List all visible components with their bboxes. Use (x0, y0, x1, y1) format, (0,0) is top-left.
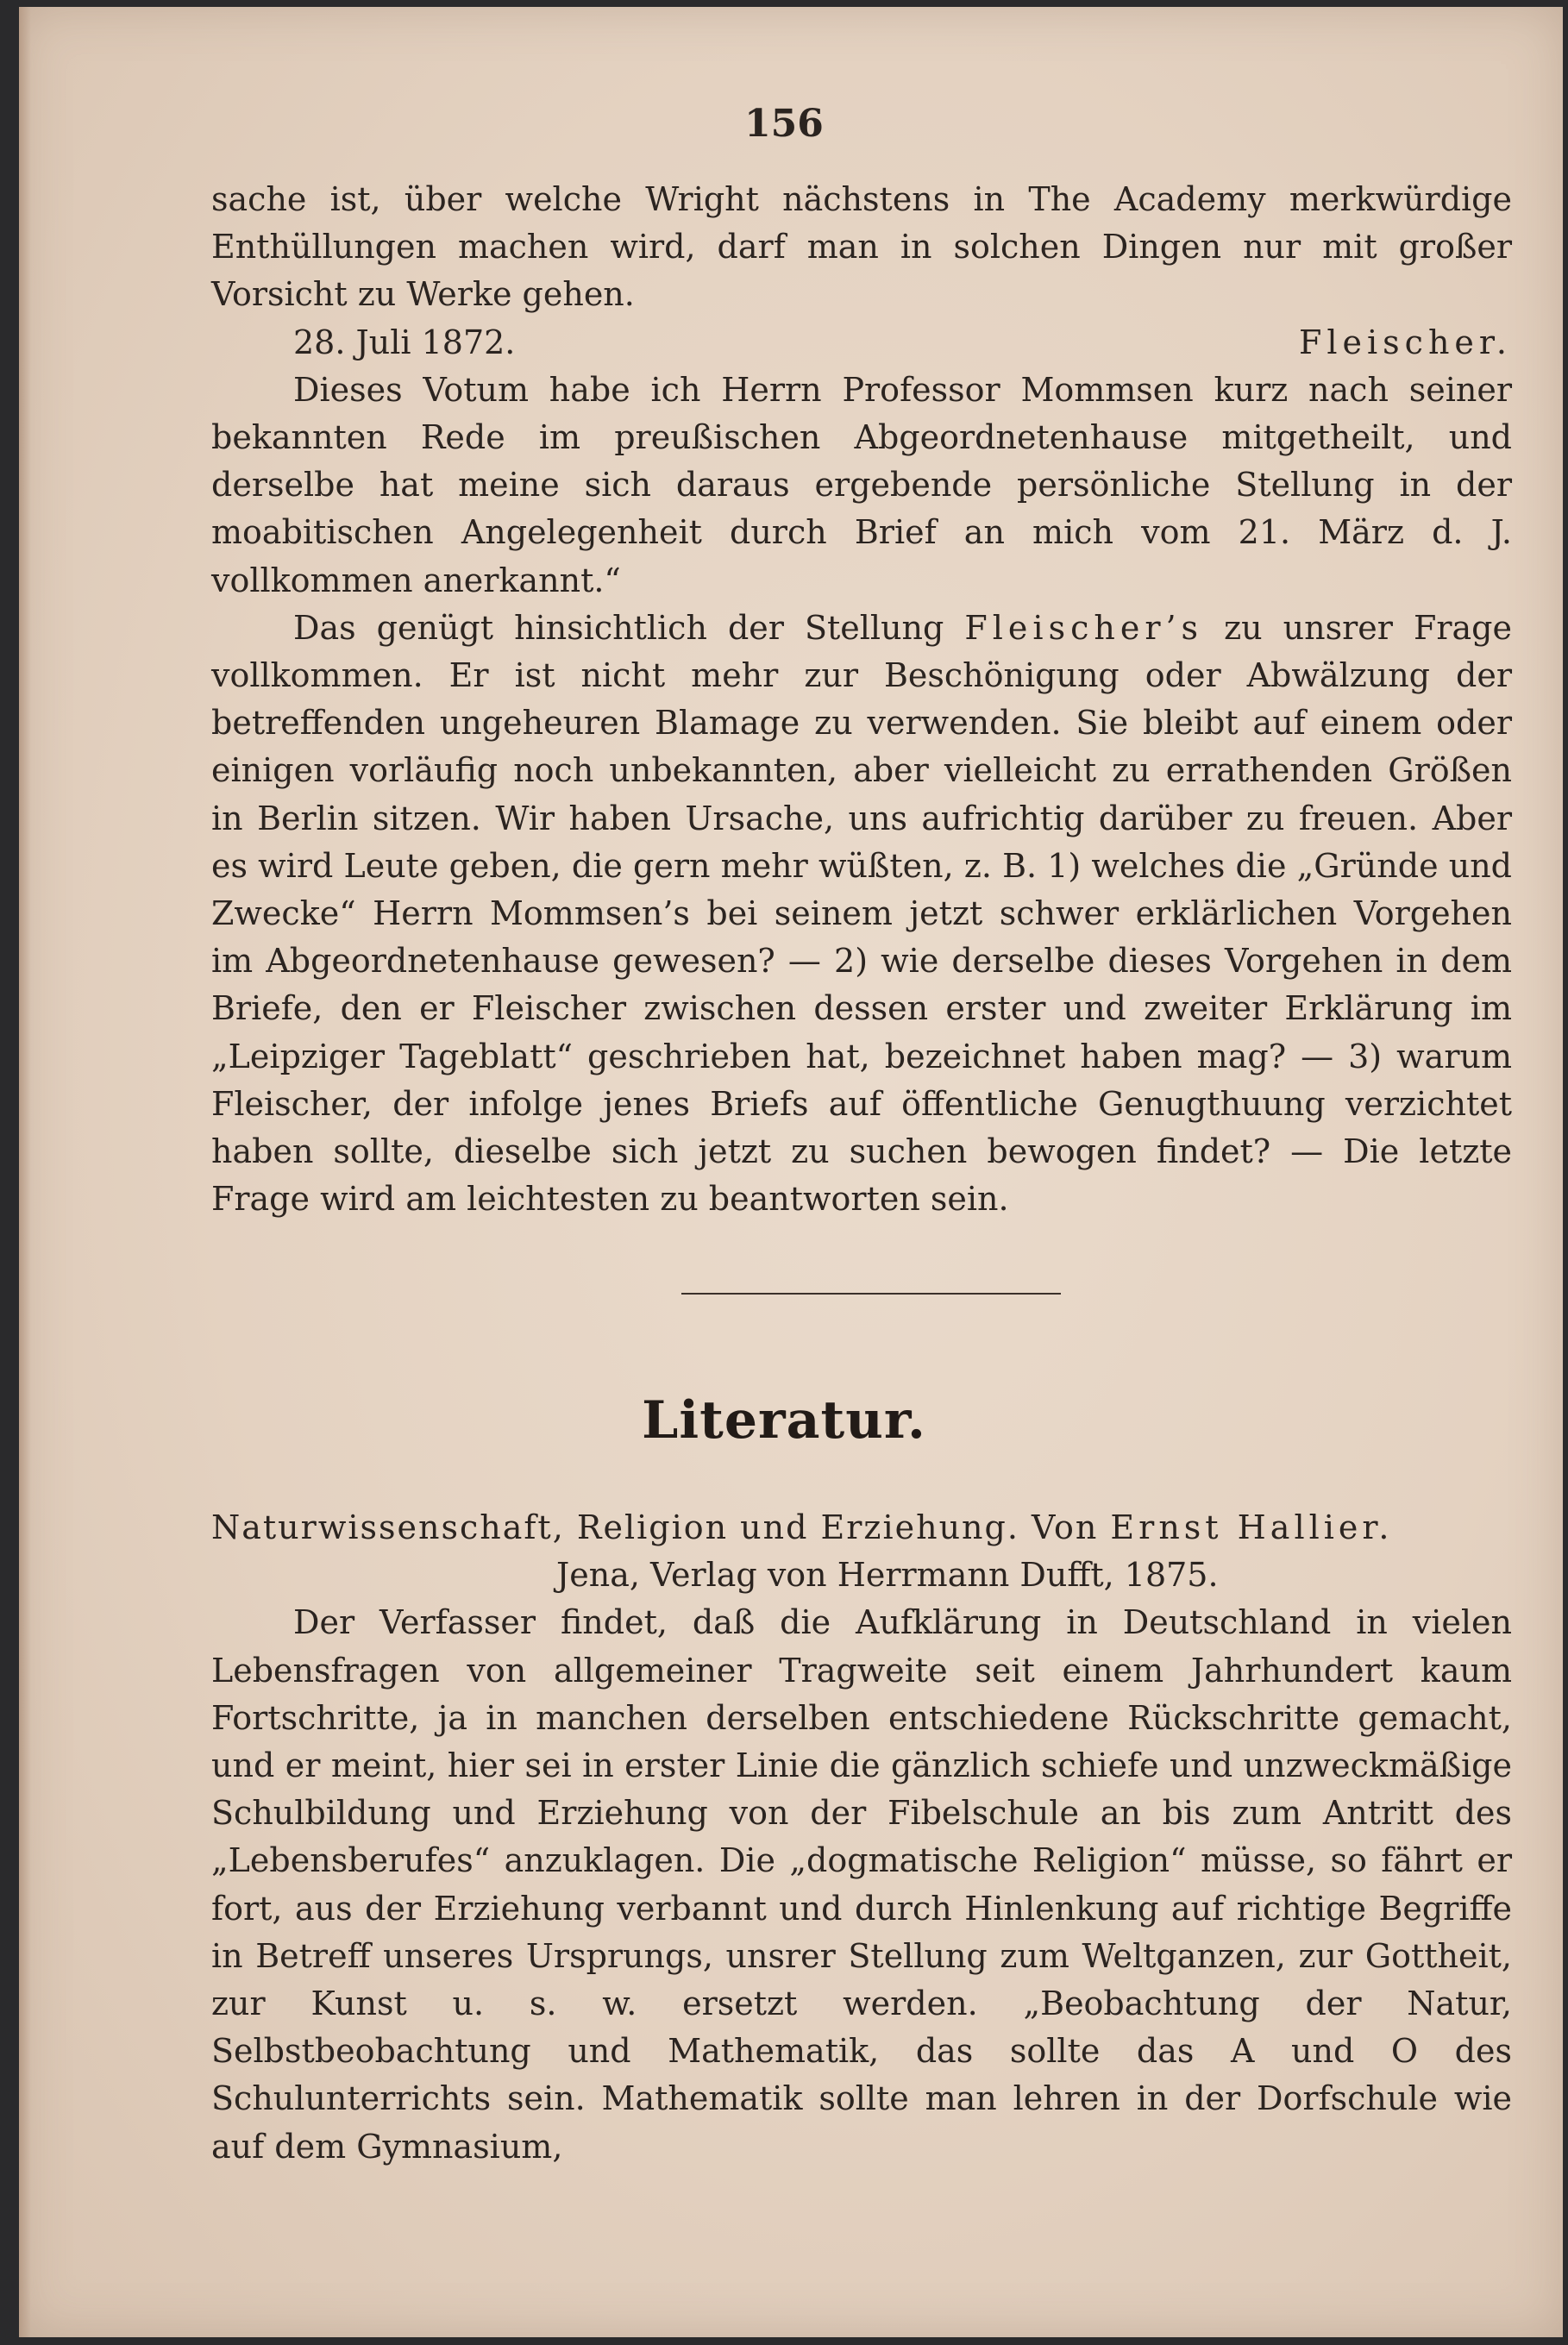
review-by: Von (1032, 1508, 1099, 1546)
review-block (211, 1504, 1512, 2171)
paragraph-conclusion-start: Das genügt hinsichtlich der Stellung (293, 608, 944, 647)
page-number: 156 (744, 102, 824, 146)
letter-signature: Fleischer. (1299, 323, 1512, 361)
section-heading: Literatur. (642, 1390, 926, 1451)
review-imprint: Jena, Verlag von Herrmann Dufft, 1875. (556, 1556, 1219, 1595)
date-signature-line (211, 319, 1512, 367)
spaced-name-fleischer: Fleischer’s (964, 608, 1204, 647)
letter-date: 28. Juli 1872. (293, 323, 516, 361)
review-author: Ernst Hallier. (1110, 1508, 1394, 1546)
paragraph-votum: Dieses Votum habe ich Herrn Professor Mommsen kurz nach seiner bekannten Rede im preußischen Abgeordnetenhause mitgetheilt, und derselbe hat meine sich daraus ergebende persönliche Stellung in der moabitischen Angelegenheit durch Brief an mich vom 21. März d. J. vollkommen anerkannt.“ (211, 370, 1512, 599)
review-body: Der Verfasser findet, daß die Aufklärung in Deutschland in vielen Lebensfragen von allgemeiner Tragweite seit einem Jahrhundert kaum Fortschritte, ja in manchen derselben entschiedene Rückschritte gemacht, und er meint, hier sei in erster Linie die gänzlich schiefe und unzweckmäßige Schulbildung und Erziehung von der Fibelschule an bis zum Antritt des „Lebensberufes“ anzuklagen. Die „dogmatische Religion“ müsse, so fährt er fort, aus der Erziehung verbannt und durch Hinlenkung auf richtige Begriffe in Betreff unseres Ursprungs, unsrer Stellung zum Weltganzen, zur Gottheit, zur Kunst u. s. w. ersetzt werden. „Beobachtung der Natur, Selbstbeobachtung und Mathematik, das sollte das A und O des Schulunterrichts sein. Mathematik sollte man lehren in der Dorfschule wie auf dem Gymnasium, (211, 1603, 1512, 2166)
review-title-line (211, 1504, 1512, 1552)
paragraph-conclusion (211, 605, 1512, 1224)
upper-text-block (211, 176, 1512, 1223)
section-divider (681, 1293, 1061, 1295)
review-book-title: Naturwissenschaft, Religion und Erziehung. (211, 1508, 1019, 1546)
paragraph-continued: sache ist, über welche Wright nächstens in The Academy merkwürdige Enthüllungen machen wird, darf man in solchen Dingen nur mit großer Vorsicht zu Werke gehen. (211, 180, 1512, 314)
page-gutter-shadow (19, 7, 31, 2337)
paragraph-conclusion-rest: zu unsrer Frage vollkommen. Er ist nicht mehr zur Beschönigung oder Abwälzung der betreffenden ungeheuren Blamage zu verwenden. Sie bleibt auf einem oder einigen vorläufig noch unbekannten, aber vielleicht zu errathenden Größen in Berlin sitzen. Wir haben Ursache, uns aufrichtig darüber zu freuen. Aber es wird Leute geben, die gern mehr wüßten, z. B. 1) welches die „Gründe und Zwecke“ Herrn Mommsen’s bei seinem jetzt schwer erklärlichen Vorgehen im Abgeordnetenhause gewesen? — 2) wie derselbe dieses Vorgehen in dem Briefe, den er Fleischer zwischen dessen erster und zweiter Erklärung im „Leipziger Tageblatt“ geschrieben hat, bezeichnet haben mag? — 3) warum Fleischer, der infolge jenes Briefs auf öffentliche Genugthuung verzichtet haben sollte, dieselbe sich jetzt zu suchen bewogen findet? — Die letzte Frage wird am leichtesten zu beantworten sein. (211, 608, 1512, 1219)
